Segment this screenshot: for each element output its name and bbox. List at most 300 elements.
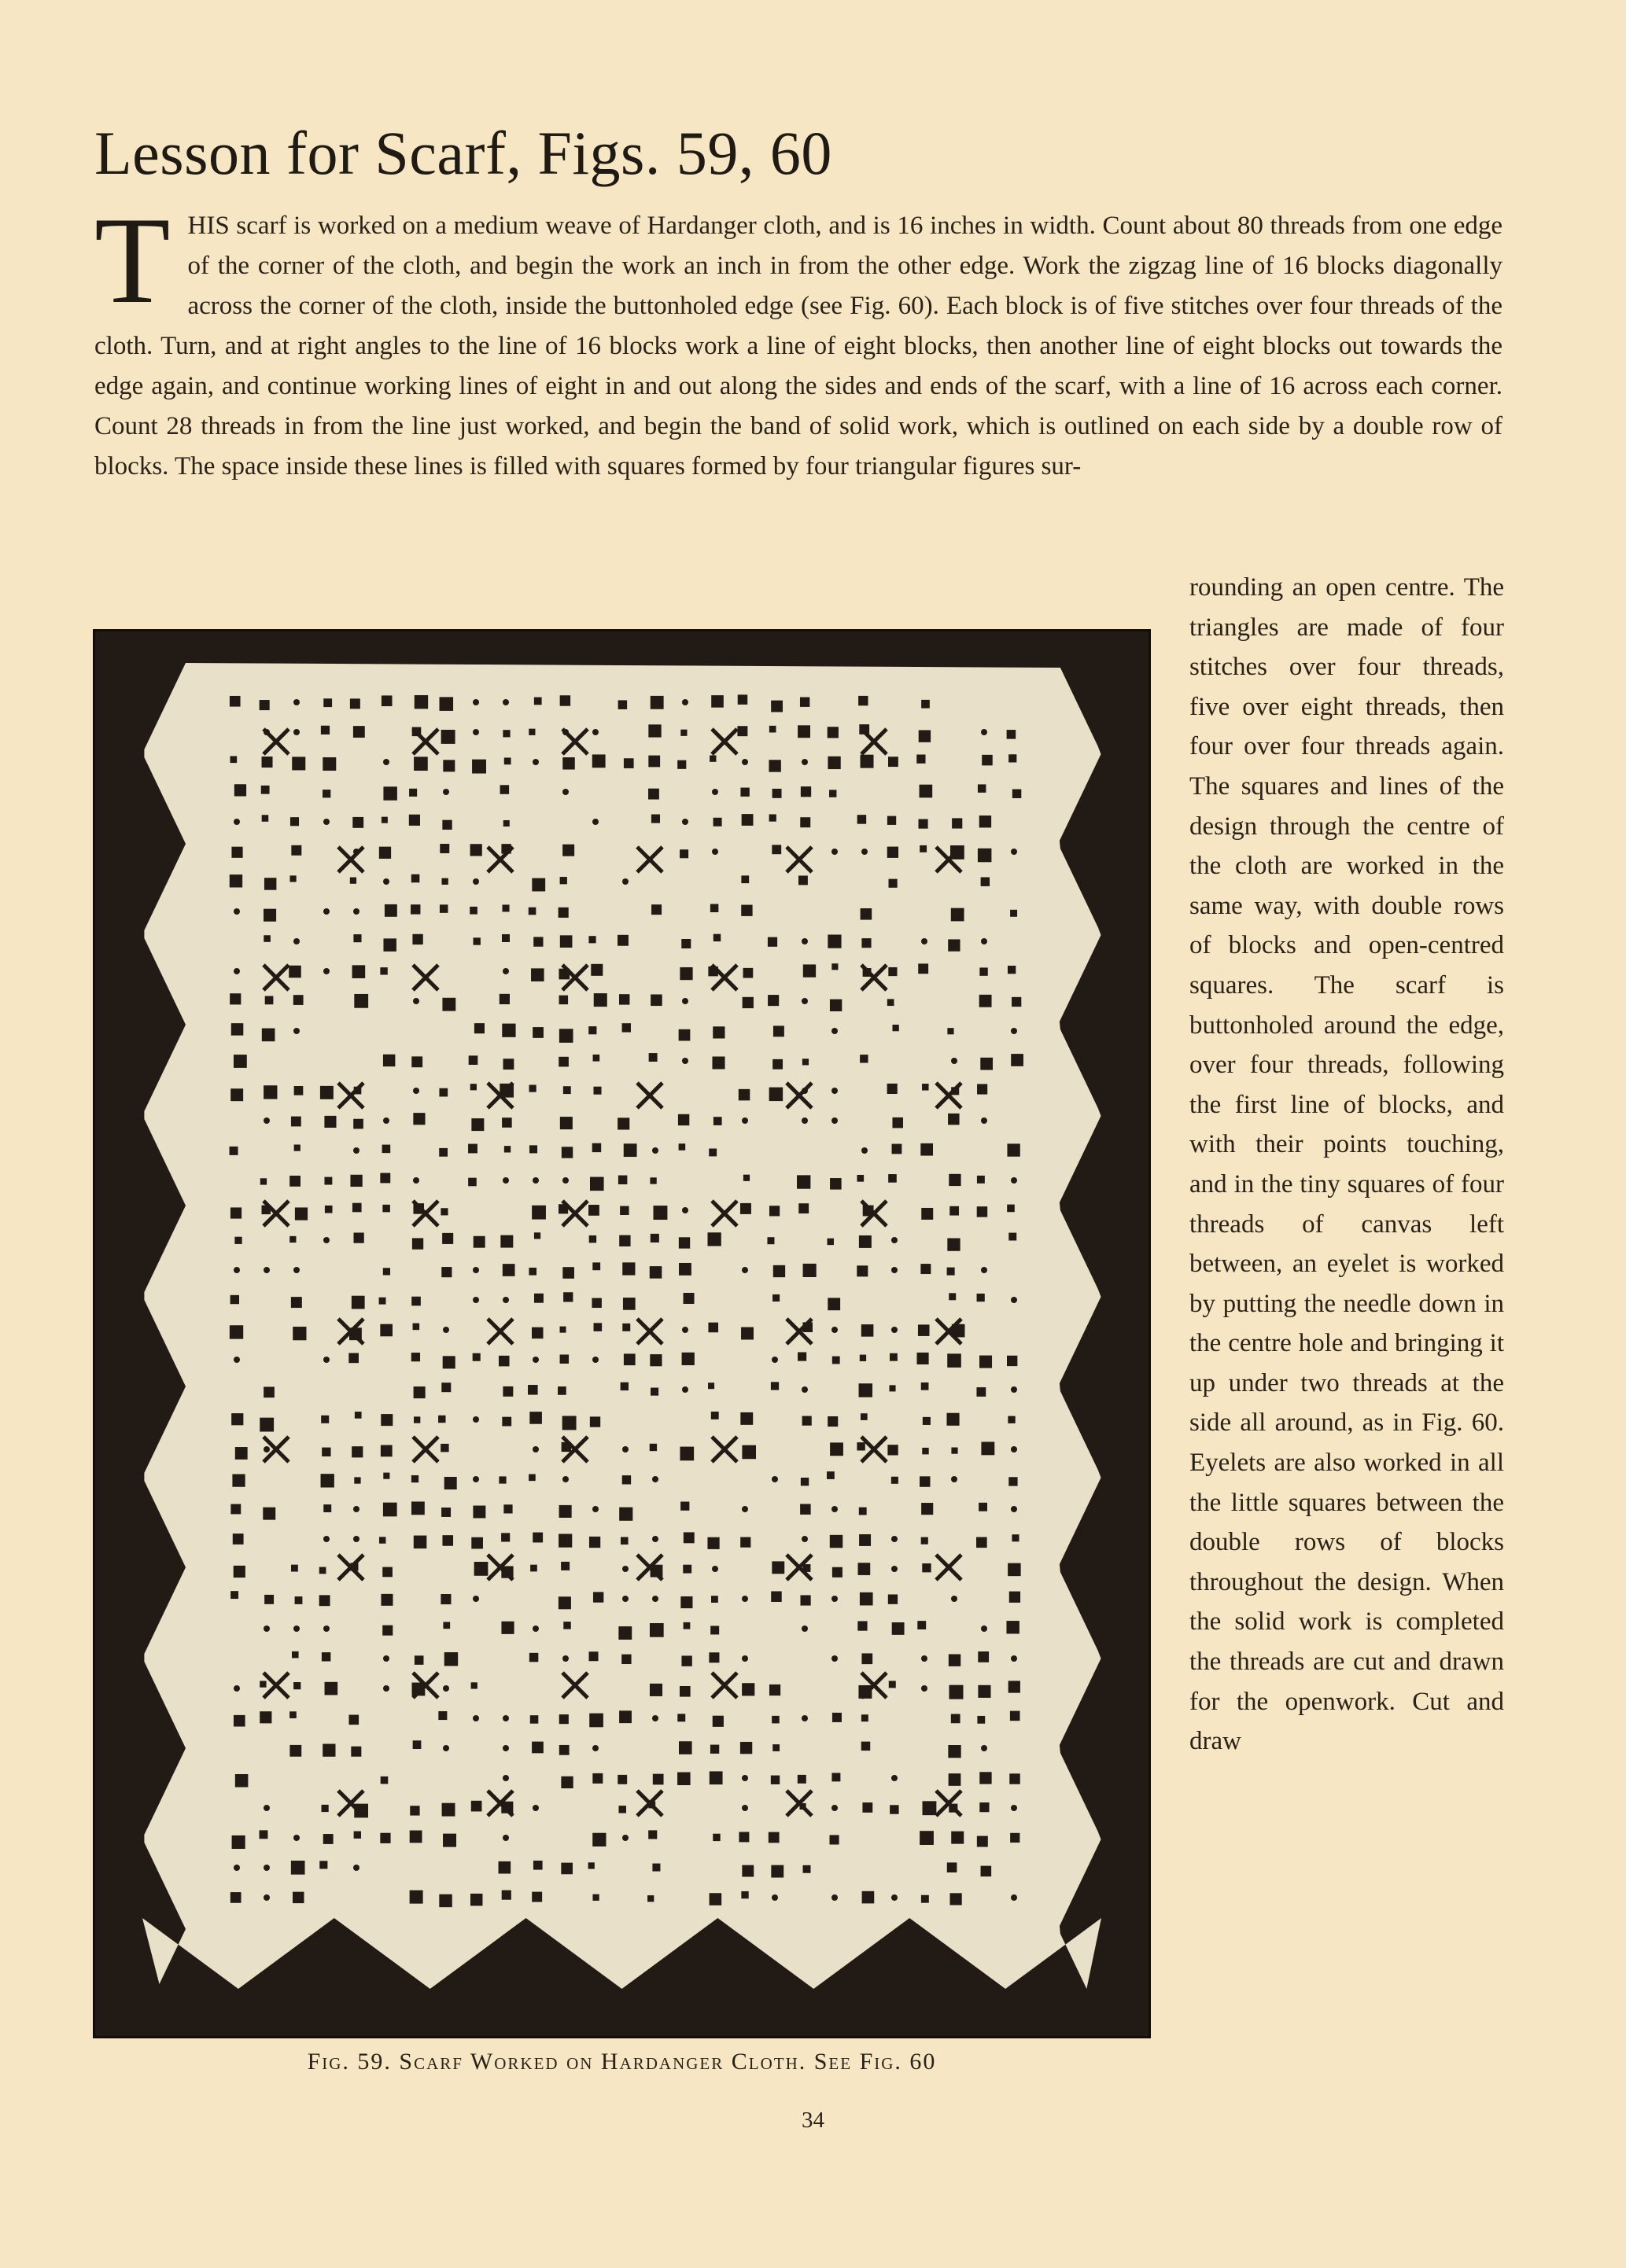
openwork-hole [322,1805,329,1812]
openwork-hole [413,1324,420,1331]
openwork-hole [921,1503,933,1515]
openwork-hole [383,1473,389,1479]
openwork-hole [409,815,420,826]
openwork-hole [650,1684,662,1696]
openwork-hole [291,1861,305,1875]
openwork-hole [323,1743,335,1756]
openwork-hole [289,1236,296,1243]
eyelet [802,1536,808,1542]
openwork-hole [712,1056,725,1069]
openwork-hole [289,1745,301,1757]
openwork-hole [831,963,838,970]
openwork-hole [1007,730,1016,739]
openwork-hole [648,1830,657,1839]
eyelet [1011,1655,1017,1662]
openwork-hole [857,1621,867,1630]
openwork-hole [711,1596,718,1603]
eyelet [234,819,240,825]
eyelet [622,1566,629,1572]
openwork-hole [474,937,481,944]
openwork-hole [262,1029,275,1042]
openwork-hole [949,1293,956,1300]
figure-caption: Fig. 59. Scarf Worked on Hardanger Cloth. See Fig. 60 [307,2049,937,2075]
openwork-hole [1010,1711,1020,1721]
openwork-hole [918,819,927,829]
openwork-hole [474,1023,485,1033]
eyelet [592,729,599,735]
openwork-hole [504,757,511,764]
eyelet [293,1028,300,1034]
openwork-hole [440,697,454,711]
eyelet [981,1117,987,1124]
openwork-hole [233,1533,244,1545]
openwork-hole [681,939,691,948]
openwork-hole [533,937,543,946]
openwork-hole [977,1294,985,1302]
eyelet [802,1626,808,1632]
eyelet [772,1894,778,1901]
openwork-hole [590,1416,600,1427]
openwork-hole [917,1621,926,1629]
eyelet [234,1357,240,1363]
openwork-hole [650,1266,662,1279]
openwork-hole [921,1208,933,1220]
openwork-hole [533,1861,543,1870]
openwork-hole [348,1353,359,1364]
openwork-hole [981,877,990,885]
openwork-hole [618,1806,625,1813]
eyelet [682,998,688,1004]
openwork-hole [354,1477,360,1483]
openwork-hole [890,1353,898,1361]
openwork-hole [499,1861,511,1874]
eyelet [443,789,449,795]
openwork-hole [500,1235,513,1248]
openwork-hole [474,1236,485,1248]
openwork-hole [289,1711,297,1718]
openwork-hole [800,1595,810,1605]
eyelet [293,729,300,735]
openwork-hole [289,875,296,882]
eyelet [981,729,987,735]
openwork-hole [534,1232,540,1239]
openwork-hole [260,1830,268,1839]
eyelet [802,938,808,944]
openwork-hole [680,1447,694,1461]
openwork-hole [264,909,276,922]
openwork-hole [383,1055,395,1066]
openwork-hole [887,999,894,1006]
openwork-hole [619,1235,630,1246]
openwork-hole [289,966,301,978]
eyelet [533,1626,539,1632]
scarf-photograph [93,629,1151,2038]
openwork-hole [441,1267,452,1277]
openwork-hole [1008,1681,1020,1692]
openwork-hole [293,1327,306,1340]
openwork-hole [772,1059,783,1070]
eyelet [981,1745,987,1751]
openwork-hole [231,1413,243,1425]
openwork-hole [951,1714,960,1723]
openwork-hole [559,1029,573,1043]
eyelet [383,1685,389,1692]
openwork-hole [828,1298,840,1310]
openwork-hole [382,695,393,706]
eyelet [533,1177,539,1184]
openwork-hole [589,1651,599,1661]
eyelet [831,849,838,855]
openwork-hole [771,1776,780,1784]
openwork-hole [858,1563,871,1575]
openwork-hole [709,1148,717,1156]
openwork-hole [319,1567,326,1574]
openwork-hole [803,1264,817,1277]
openwork-hole [887,1445,898,1455]
openwork-hole [560,695,570,705]
openwork-hole [949,1773,961,1786]
openwork-hole [260,1711,271,1723]
openwork-hole [888,1594,898,1603]
eyelet [742,1596,748,1602]
openwork-hole [743,968,754,978]
openwork-hole [624,758,634,768]
openwork-hole [771,1865,784,1878]
openwork-hole [409,789,417,797]
openwork-hole [618,935,629,946]
openwork-hole [888,967,897,976]
openwork-hole [293,1892,304,1903]
openwork-hole [532,1892,542,1902]
eyelet [473,1297,479,1303]
openwork-hole [234,784,246,796]
openwork-hole [381,1776,389,1784]
eyelet [562,1177,569,1184]
openwork-hole [588,1205,599,1216]
openwork-hole [292,757,305,770]
openwork-hole [798,875,808,885]
openwork-hole [383,1503,397,1517]
eyelet [802,1117,808,1124]
eyelet [861,849,868,855]
eyelet [981,938,987,944]
openwork-hole [802,1059,809,1065]
openwork-hole [711,695,724,708]
openwork-hole [468,1144,477,1154]
openwork-hole [264,878,276,889]
eyelet [473,1416,479,1423]
openwork-hole [772,1294,780,1302]
openwork-hole [383,786,396,800]
eyelet [503,1775,509,1781]
openwork-hole [534,698,542,705]
openwork-hole [380,967,387,974]
openwork-hole [502,1117,512,1128]
openwork-hole [831,1773,840,1781]
openwork-hole [1007,1143,1019,1156]
openwork-hole [502,1024,515,1037]
openwork-hole [264,1085,277,1099]
openwork-hole [832,1567,842,1578]
openwork-hole [532,1327,543,1338]
openwork-hole [947,1238,960,1250]
openwork-hole [411,904,420,914]
openwork-hole [471,1682,477,1688]
openwork-hole [472,760,486,774]
openwork-hole [800,1504,810,1514]
openwork-hole [767,1237,774,1244]
openwork-hole [469,1055,478,1065]
openwork-hole [293,995,304,1005]
openwork-hole [411,1501,425,1515]
eyelet [1011,1506,1017,1512]
openwork-hole [504,1146,511,1152]
openwork-hole [830,1835,839,1844]
openwork-hole [443,1622,450,1629]
openwork-hole [559,1057,569,1067]
openwork-hole [439,1148,448,1157]
openwork-hole [923,1801,937,1815]
openwork-hole [711,1412,719,1419]
openwork-hole [230,1088,243,1101]
openwork-hole [560,1354,569,1363]
openwork-hole [949,1654,960,1666]
eyelet [652,1147,658,1154]
openwork-hole [647,1895,654,1902]
openwork-hole [679,1263,691,1276]
openwork-hole [441,1508,451,1517]
eyelet [323,819,330,825]
eyelet [234,1267,240,1273]
eyelet [503,1835,509,1841]
openwork-hole [769,814,776,821]
openwork-hole [921,700,930,709]
openwork-hole [860,1055,868,1062]
eyelet [533,1805,539,1811]
eyelet [1011,849,1017,855]
eyelet [742,1506,748,1512]
eyelet [652,1476,658,1482]
openwork-hole [710,755,716,761]
openwork-hole [320,1086,334,1099]
openwork-hole [803,964,816,977]
openwork-hole [1008,1563,1020,1576]
eyelet [682,699,688,705]
openwork-hole [918,1324,930,1336]
eyelet [353,908,359,915]
openwork-hole [768,995,779,1006]
eyelet [353,1536,359,1542]
openwork-hole [529,1268,536,1276]
openwork-hole [832,1357,840,1364]
openwork-hole [979,1356,992,1368]
openwork-hole [710,1626,719,1634]
openwork-hole [560,1117,573,1129]
eyelet [234,908,240,915]
openwork-hole [562,757,575,770]
openwork-hole [352,1446,363,1457]
eyelet [921,1655,927,1662]
openwork-hole [382,1626,393,1636]
eyelet [831,1596,838,1602]
openwork-hole [559,1534,572,1548]
openwork-hole [768,937,777,947]
eyelet [293,1267,300,1273]
openwork-hole [350,878,356,884]
openwork-hole [563,1622,570,1629]
eyelet [742,1775,748,1781]
openwork-hole [772,789,782,798]
openwork-hole [887,847,898,858]
eyelet [323,1536,330,1542]
openwork-hole [827,1471,835,1479]
openwork-hole [980,1058,993,1070]
openwork-hole [529,908,536,915]
openwork-hole [619,994,629,1004]
eyelet [264,1446,270,1452]
openwork-hole [1010,1833,1019,1843]
openwork-hole [444,1652,458,1666]
openwork-hole [379,1298,386,1305]
openwork-hole [739,1089,750,1100]
openwork-hole [295,1596,303,1604]
openwork-hole [677,1714,685,1721]
eyelet [981,1267,987,1273]
openwork-hole [798,725,810,738]
openwork-hole [859,1235,872,1248]
openwork-hole [382,817,388,823]
openwork-hole [440,904,448,913]
eyelet [951,1058,957,1064]
openwork-hole [1009,1592,1020,1603]
openwork-hole [622,1262,635,1275]
eyelet [921,938,927,944]
openwork-hole [740,1537,750,1548]
eyelet [353,1506,359,1512]
openwork-hole [707,1537,719,1549]
openwork-hole [861,755,874,768]
openwork-hole [800,817,810,827]
openwork-hole [528,1385,538,1395]
eyelet [293,1835,300,1841]
openwork-hole [592,1143,601,1152]
openwork-hole [620,1206,629,1215]
openwork-hole [382,1567,393,1578]
openwork-hole [684,1532,695,1543]
openwork-hole [559,1745,570,1755]
openwork-hole [230,1207,242,1218]
eyelet [592,1506,599,1512]
openwork-hole [382,1205,390,1213]
openwork-hole [978,784,986,792]
openwork-hole [588,1026,596,1034]
eyelet [951,1596,957,1602]
openwork-hole [621,1537,629,1545]
openwork-hole [977,1084,987,1094]
eyelet [473,1267,479,1273]
openwork-hole [593,1087,601,1095]
openwork-hole [234,1055,247,1068]
openwork-hole [591,964,603,976]
intro-text: HIS scarf is worked on a medium weave of Hardanger cloth, and is 16 inches in width. Count about 80 threads from one edge of the corner of the cloth, and begin the work an inch in from the other edge. Work the zigzag line of 16 blocks diagonally across the corner of the cloth, inside the buttonholed edge (see Fig. 60). Each block is of five stitches over four threads of the cloth. Turn, and at right angles to the line of 16 blocks work a line of eight blocks, then another line of eight blocks out towards the edge again, and continue working lines of eight in and out along the sides and ends of the scarf, with a line of 16 across each corner. Count 28 threads in from the line just worked, and begin the band of solid work, which is outlined on each side by a double row of blocks. The space inside these lines is filled with squares formed by four triangular figures sur- [94,212,1502,480]
openwork-hole [414,757,428,771]
openwork-hole [321,1474,334,1487]
openwork-hole [651,696,664,709]
openwork-hole [738,694,748,705]
eyelet [443,1685,449,1692]
openwork-hole [231,1023,244,1036]
openwork-hole [977,1206,987,1217]
openwork-hole [562,1267,574,1279]
openwork-hole [322,1652,330,1661]
eyelet [264,1117,270,1124]
openwork-hole [801,786,811,797]
openwork-hole [592,1894,599,1901]
openwork-hole [830,1442,843,1456]
eyelet [293,938,300,944]
openwork-hole [769,1832,780,1843]
openwork-hole [772,1744,780,1751]
eyelet [293,1626,300,1632]
openwork-hole [979,967,987,975]
eyelet [712,789,718,795]
eyelet [921,1685,927,1692]
openwork-hole [385,904,397,917]
openwork-hole [921,1537,928,1545]
openwork-hole [264,935,271,942]
eyelet [802,1386,808,1393]
openwork-hole [618,1117,629,1129]
eyelet [891,1237,898,1243]
openwork-hole [442,820,452,830]
eyelet [503,1715,509,1721]
openwork-hole [862,1891,875,1904]
eyelet [891,1894,898,1901]
openwork-hole [260,700,270,710]
openwork-hole [261,786,270,794]
openwork-hole [1008,754,1016,762]
openwork-hole [684,1622,691,1629]
eyelet [622,1446,629,1452]
eyelet [742,1805,748,1811]
openwork-hole [797,1175,810,1188]
openwork-hole [353,934,361,942]
openwork-hole [588,936,595,943]
eyelet [772,1357,778,1363]
eyelet [413,998,419,1004]
eyelet [831,1655,838,1662]
openwork-hole [412,1238,423,1249]
eyelet [353,1865,359,1871]
openwork-hole [648,789,659,800]
openwork-hole [947,1862,957,1872]
eyelet [383,1117,389,1124]
openwork-hole [861,1714,868,1721]
openwork-hole [742,814,754,826]
openwork-hole [529,729,535,735]
openwork-hole [857,815,867,824]
openwork-hole [260,1178,267,1184]
openwork-hole [291,1565,298,1572]
eyelet [981,1626,987,1632]
eyelet [592,1745,599,1751]
openwork-hole [503,820,510,827]
eyelet [682,1058,688,1064]
openwork-hole [413,1113,425,1125]
openwork-hole [680,1502,689,1511]
openwork-hole [410,1806,419,1815]
openwork-hole [828,934,841,948]
